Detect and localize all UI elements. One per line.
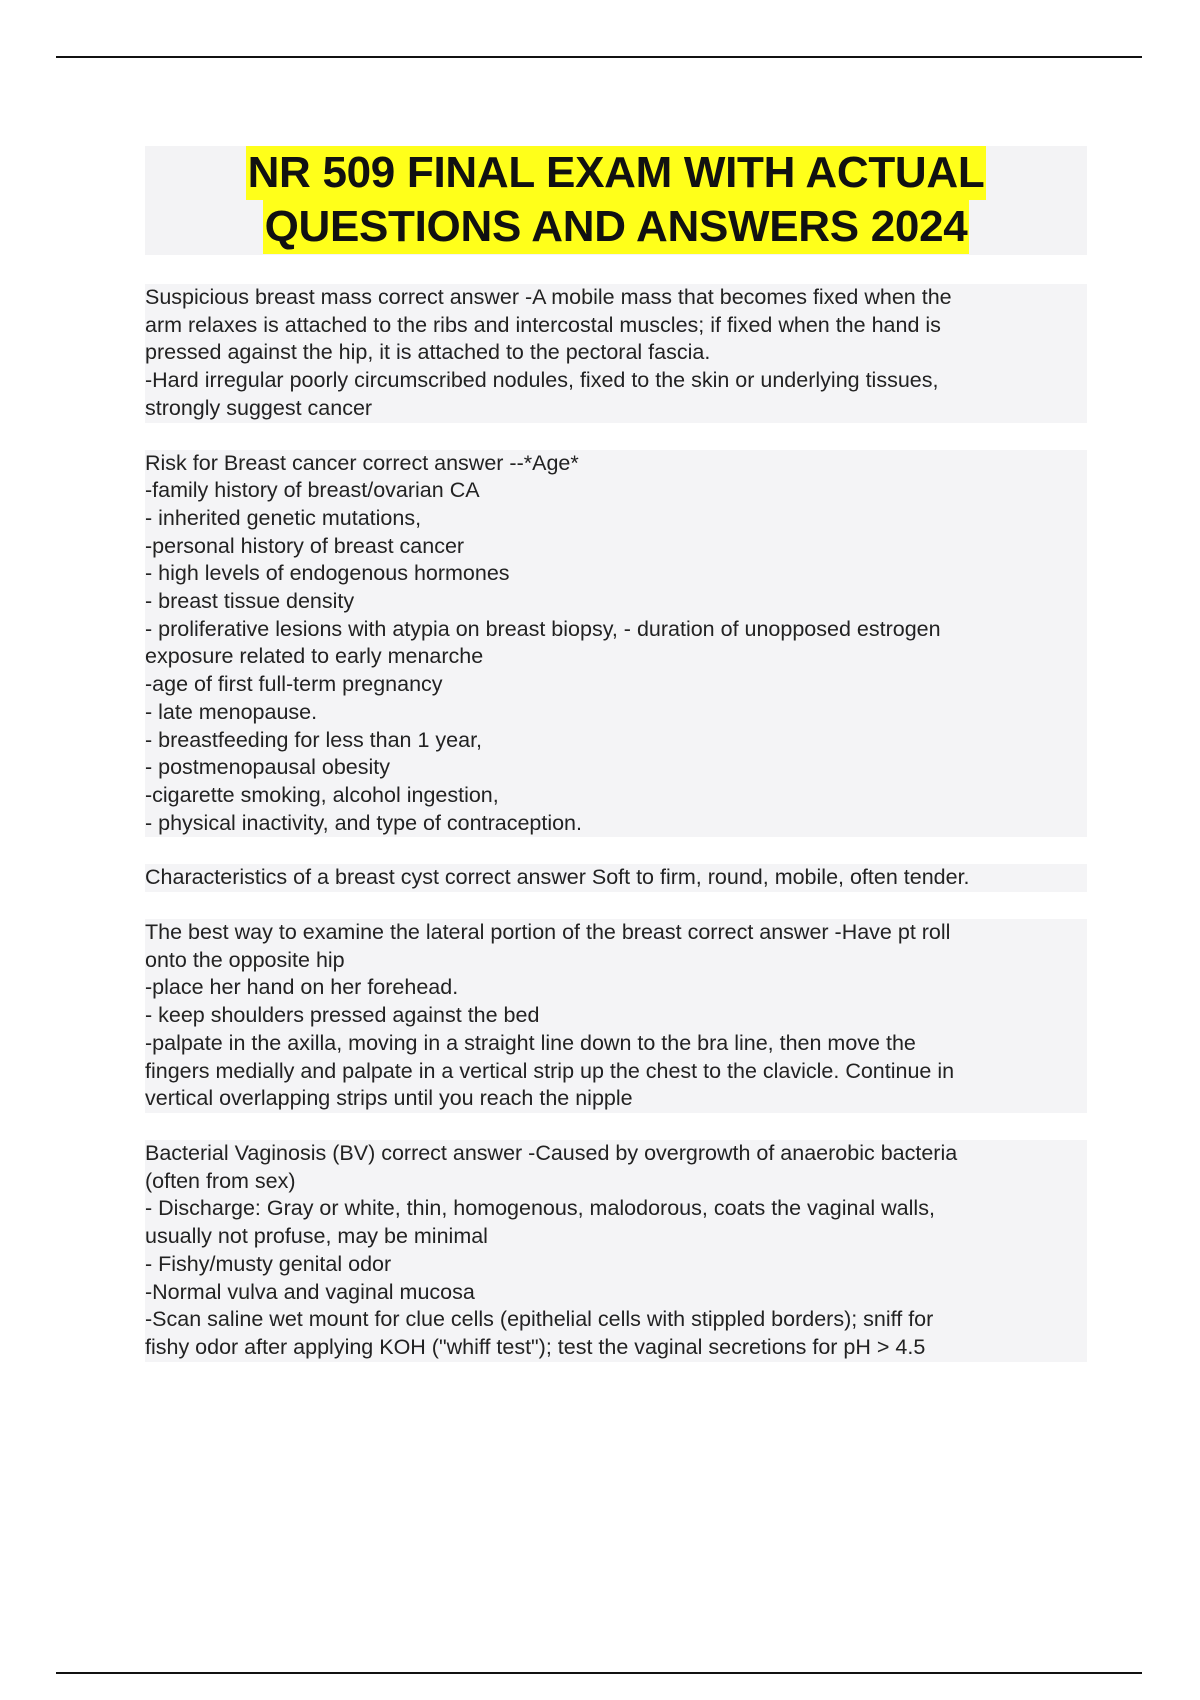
qa-line: -Scan saline wet mount for clue cells (epithelial cells with stippled borders); sniff for: [145, 1307, 934, 1332]
qa-line: Characteristics of a breast cyst correct answer Soft to firm, round, mobile, often tender.: [145, 865, 970, 890]
qa-line: fingers medially and palpate in a vertical strip up the chest to the clavicle. Continue in: [145, 1058, 955, 1083]
qa-line: Suspicious breast mass correct answer -A mobile mass that becomes fixed when the: [145, 285, 952, 309]
title-line: NR 509 FINAL EXAM WITH ACTUAL: [246, 146, 987, 200]
qa-line: -palpate in the axilla, moving in a straight line down to the bra line, then move the: [145, 1030, 916, 1055]
qa-line: -place her hand on her forehead.: [145, 975, 459, 1000]
qa-line: - breast tissue density: [145, 589, 355, 614]
qa-line: -cigarette smoking, alcohol ingestion,: [145, 782, 499, 807]
qa-line: vertical overlapping strips until you reach the nipple: [145, 1086, 633, 1111]
header-rule: [56, 56, 1142, 58]
document-body: [145, 284, 1087, 1389]
qa-entry: [145, 864, 1087, 892]
qa-line: onto the opposite hip: [145, 947, 345, 972]
qa-line: The best way to examine the lateral portion of the breast correct answer -Have pt roll: [145, 920, 951, 945]
qa-line: - Fishy/musty genital odor: [145, 1251, 392, 1276]
title-line: QUESTIONS AND ANSWERS 2024: [263, 200, 970, 254]
document-title: [145, 146, 1087, 255]
qa-line: arm relaxes is attached to the ribs and intercostal muscles; if fixed when the hand is: [145, 312, 941, 337]
qa-line: Risk for Breast cancer correct answer --*Age*: [145, 450, 579, 475]
qa-entry: [145, 450, 1087, 838]
qa-line: -age of first full-term pregnancy: [145, 672, 443, 697]
qa-line: - late menopause.: [145, 699, 318, 724]
qa-entry: [145, 919, 1087, 1113]
qa-line: -family history of breast/ovarian CA: [145, 478, 480, 503]
qa-line: pressed against the hip, it is attached to the pectoral fascia.: [145, 340, 711, 365]
qa-line: -personal history of breast cancer: [145, 533, 465, 558]
qa-line: - proliferative lesions with atypia on breast biopsy, - duration of unopposed estrogen: [145, 616, 941, 641]
qa-line: Bacterial Vaginosis (BV) correct answer -Caused by overgrowth of anaerobic bacteria: [145, 1140, 958, 1165]
qa-line: -Normal vulva and vaginal mucosa: [145, 1279, 475, 1304]
qa-line: - breastfeeding for less than 1 year,: [145, 727, 483, 752]
qa-entry: [145, 1140, 1087, 1362]
qa-line: - high levels of endogenous hormones: [145, 561, 510, 586]
qa-line: exposure related to early menarche: [145, 644, 484, 669]
qa-line: - inherited genetic mutations,: [145, 505, 422, 530]
qa-line: strongly suggest cancer: [145, 395, 373, 420]
qa-line: - physical inactivity, and type of contraception.: [145, 810, 582, 835]
footer-rule: [56, 1672, 1142, 1674]
qa-line: fishy odor after applying KOH ("whiff test"); test the vaginal secretions for pH > 4.5: [145, 1334, 926, 1359]
qa-line: (often from sex): [145, 1168, 296, 1193]
qa-line: - postmenopausal obesity: [145, 755, 391, 780]
qa-line: - keep shoulders pressed against the bed: [145, 1003, 540, 1028]
qa-line: - Discharge: Gray or white, thin, homogenous, malodorous, coats the vaginal walls,: [145, 1196, 935, 1221]
qa-line: -Hard irregular poorly circumscribed nodules, fixed to the skin or underlying tissues,: [145, 368, 939, 393]
qa-entry: [145, 284, 1087, 423]
qa-line: usually not profuse, may be minimal: [145, 1224, 488, 1249]
